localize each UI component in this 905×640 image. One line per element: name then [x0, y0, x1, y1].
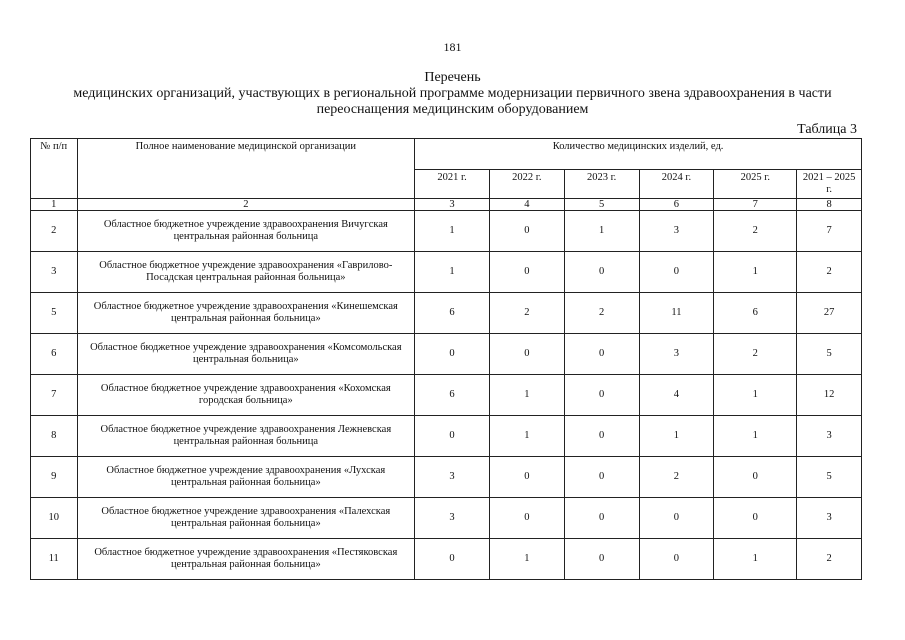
- organization-name: Областное бюджетное учреждение здравоохранения «Лухская центральная районная больница»: [77, 457, 415, 498]
- total-value: 5: [797, 334, 862, 375]
- organization-name: Областное бюджетное учреждение здравоохранения Лежневская центральная районная больница: [77, 416, 415, 457]
- title-line-2: медицинских организаций, участвующих в региональной программе модернизации первичного звена здравоохранения в части: [73, 86, 832, 101]
- col-qty-header: Количество медицинских изделий, ед.: [415, 139, 862, 170]
- table-row: [31, 293, 862, 334]
- year-value: 1: [489, 375, 564, 416]
- year-value: 0: [564, 539, 639, 580]
- title-line-3: переоснащения медицинским оборудованием: [316, 102, 589, 117]
- year-header: 2021 г.: [415, 170, 490, 199]
- organization-name: Областное бюджетное учреждение здравоохранения «Гаврилово-Посадская центральная районная больница»: [77, 252, 415, 293]
- organization-name: Областное бюджетное учреждение здравоохранения «Пестяковская центральная районная больница»: [77, 539, 415, 580]
- total-value: 5: [797, 457, 862, 498]
- year-value: 1: [639, 416, 714, 457]
- table-row: [31, 498, 862, 539]
- organization-name: Областное бюджетное учреждение здравоохранения «Комсомольская центральная больница»: [77, 334, 415, 375]
- row-number: 2: [31, 211, 78, 252]
- year-value: 6: [415, 375, 490, 416]
- organization-name: Областное бюджетное учреждение здравоохранения «Кинешемская центральная районная больница»: [77, 293, 415, 334]
- column-number: 6: [639, 199, 714, 211]
- organizations-table: [30, 138, 862, 580]
- year-value: 1: [564, 211, 639, 252]
- column-number: 7: [714, 199, 797, 211]
- year-value: 4: [639, 375, 714, 416]
- column-number: 8: [797, 199, 862, 211]
- year-value: 6: [714, 293, 797, 334]
- year-value: 0: [489, 334, 564, 375]
- year-value: 0: [564, 498, 639, 539]
- year-value: 0: [489, 211, 564, 252]
- table-row: [31, 375, 862, 416]
- row-number: 10: [31, 498, 78, 539]
- year-value: 1: [415, 252, 490, 293]
- organization-name: Областное бюджетное учреждение здравоохранения «Палехская центральная районная больница»: [77, 498, 415, 539]
- year-value: 0: [714, 457, 797, 498]
- year-value: 1: [714, 252, 797, 293]
- year-header: 2024 г.: [639, 170, 714, 199]
- year-value: 0: [564, 252, 639, 293]
- title-line-1: Перечень: [424, 70, 481, 85]
- year-value: 0: [489, 457, 564, 498]
- total-value: 3: [797, 498, 862, 539]
- total-value: 2: [797, 539, 862, 580]
- year-value: 0: [489, 252, 564, 293]
- row-number: 7: [31, 375, 78, 416]
- row-number: 3: [31, 252, 78, 293]
- year-value: 2: [489, 293, 564, 334]
- total-value: 12: [797, 375, 862, 416]
- total-value: 3: [797, 416, 862, 457]
- column-number: 1: [31, 199, 78, 211]
- organization-name: Областное бюджетное учреждение здравоохранения Вичугская центральная районная больница: [77, 211, 415, 252]
- col-num-header: № п/п: [31, 139, 78, 199]
- year-value: 0: [639, 252, 714, 293]
- year-value: 0: [415, 334, 490, 375]
- year-header: 2021 – 2025 г.: [797, 170, 862, 199]
- organization-name: Областное бюджетное учреждение здравоохранения «Кохомская городская больница»: [77, 375, 415, 416]
- table-row: [31, 539, 862, 580]
- year-value: 1: [714, 539, 797, 580]
- year-value: 6: [415, 293, 490, 334]
- year-value: 1: [415, 211, 490, 252]
- year-value: 0: [639, 498, 714, 539]
- total-value: 2: [797, 252, 862, 293]
- year-value: 1: [714, 375, 797, 416]
- table-row: [31, 416, 862, 457]
- year-value: 1: [489, 416, 564, 457]
- year-value: 0: [415, 539, 490, 580]
- column-number: 5: [564, 199, 639, 211]
- year-value: 1: [714, 416, 797, 457]
- year-value: 11: [639, 293, 714, 334]
- year-value: 2: [714, 211, 797, 252]
- table-row: [31, 334, 862, 375]
- year-header: 2025 г.: [714, 170, 797, 199]
- row-number: 5: [31, 293, 78, 334]
- table-row: [31, 252, 862, 293]
- row-number: 11: [31, 539, 78, 580]
- year-value: 3: [639, 334, 714, 375]
- row-number: 9: [31, 457, 78, 498]
- year-value: 0: [714, 498, 797, 539]
- year-header: 2022 г.: [489, 170, 564, 199]
- year-value: 0: [564, 416, 639, 457]
- year-value: 0: [415, 416, 490, 457]
- document-title: [30, 70, 875, 118]
- total-value: 27: [797, 293, 862, 334]
- year-value: 0: [639, 539, 714, 580]
- year-value: 0: [564, 334, 639, 375]
- year-value: 0: [564, 457, 639, 498]
- year-value: 2: [639, 457, 714, 498]
- col-name-header: Полное наименование медицинской организации: [77, 139, 415, 199]
- row-number: 8: [31, 416, 78, 457]
- column-number: 4: [489, 199, 564, 211]
- year-value: 2: [714, 334, 797, 375]
- year-value: 3: [415, 457, 490, 498]
- table-row: [31, 457, 862, 498]
- total-value: 7: [797, 211, 862, 252]
- column-number: 2: [77, 199, 415, 211]
- year-value: 0: [564, 375, 639, 416]
- table-row: [31, 211, 862, 252]
- column-number: 3: [415, 199, 490, 211]
- year-header: 2023 г.: [564, 170, 639, 199]
- year-value: 3: [415, 498, 490, 539]
- page-number: 181: [443, 40, 462, 54]
- year-value: 0: [489, 498, 564, 539]
- column-numbers-row: [31, 199, 862, 211]
- row-number: 6: [31, 334, 78, 375]
- year-value: 1: [489, 539, 564, 580]
- year-value: 3: [639, 211, 714, 252]
- year-value: 2: [564, 293, 639, 334]
- table-label: Таблица 3: [797, 122, 857, 137]
